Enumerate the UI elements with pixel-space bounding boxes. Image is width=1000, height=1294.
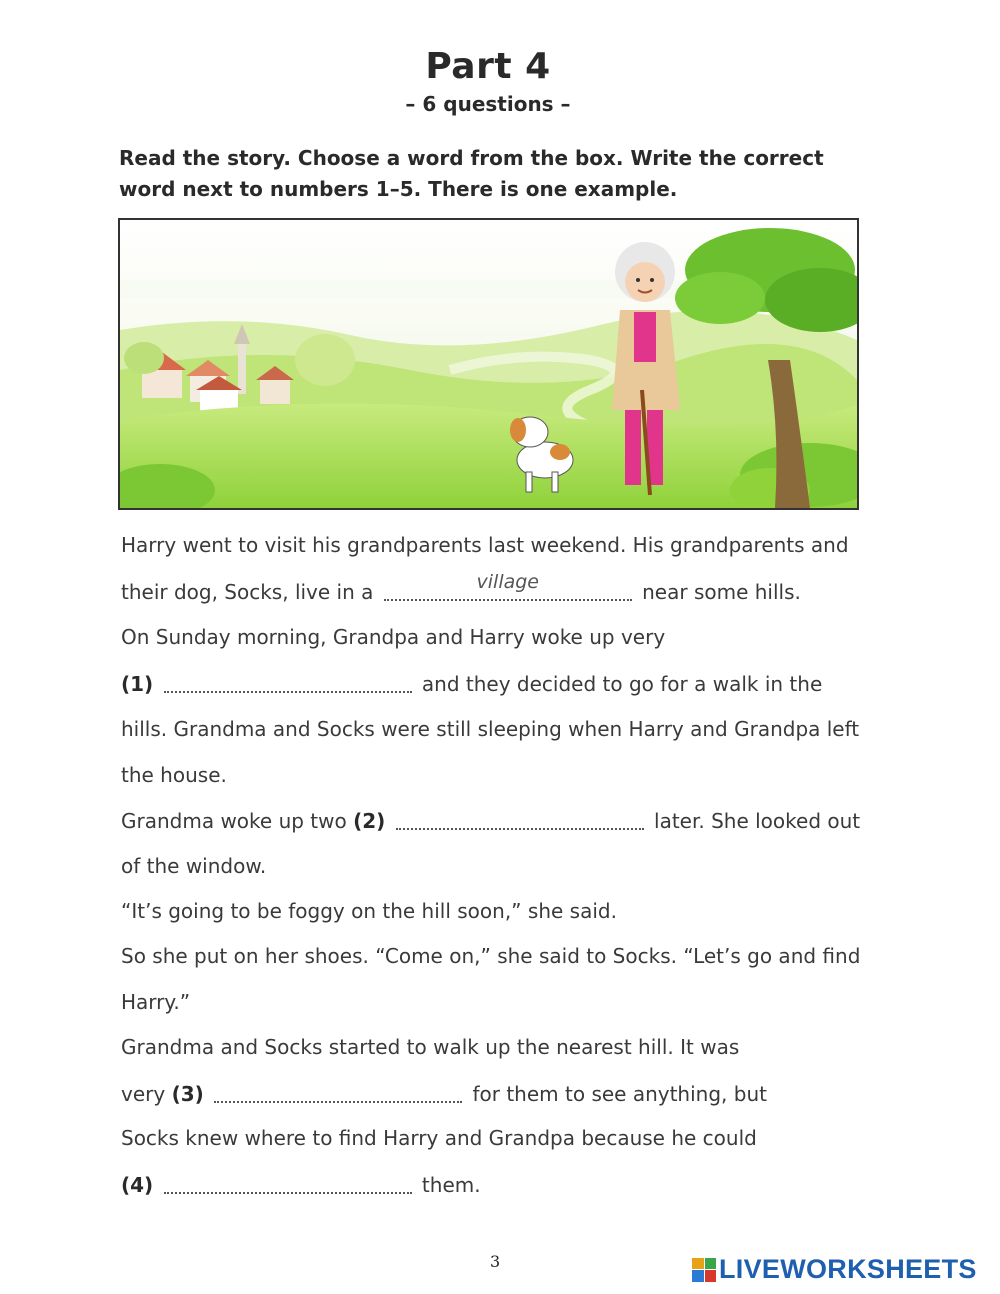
answer-blank-4 xyxy=(164,1172,412,1194)
story-line xyxy=(121,1126,757,1150)
story-text: Harry went to visit his grandparents last weekend. His grandparents and xyxy=(121,533,849,557)
page-number: 3 xyxy=(490,1252,501,1271)
liveworksheets-brand[interactable] xyxy=(692,1254,977,1285)
question-number-2: (2) xyxy=(353,809,386,833)
answer-blank-2 xyxy=(396,808,644,830)
story-line xyxy=(121,763,227,787)
story-line xyxy=(121,717,859,741)
story-line xyxy=(121,1172,481,1197)
instructions-line-1: Read the story. Choose a word from the box. Write the correct xyxy=(119,146,824,170)
answer-input-4[interactable] xyxy=(164,1166,412,1192)
story-text: them. xyxy=(421,1173,481,1197)
story-text: and they decided to go for a walk in the xyxy=(421,672,823,696)
story-line xyxy=(121,899,617,923)
countryside-scene-grandma-dog-icon xyxy=(120,220,857,508)
story-line xyxy=(121,1081,767,1106)
answer-blank-3 xyxy=(214,1081,462,1103)
story-text: later. She looked out xyxy=(654,809,861,833)
question-number-4: (4) xyxy=(121,1173,154,1197)
instructions xyxy=(119,143,879,205)
liveworksheets-logo-icon xyxy=(692,1258,716,1282)
story-text: So she put on her shoes. “Come on,” she said to Socks. “Let’s go and find xyxy=(121,944,861,968)
story-text: hills. Grandma and Socks were still sleeping when Harry and Grandpa left xyxy=(121,717,860,741)
answer-input-2[interactable] xyxy=(396,802,644,828)
story-text: of the window. xyxy=(121,854,267,878)
story-line xyxy=(121,944,860,968)
story-line xyxy=(121,854,266,878)
story-text: the house. xyxy=(121,763,227,787)
story-line xyxy=(121,808,860,833)
story-text: Grandma woke up two xyxy=(121,809,347,833)
story-line xyxy=(121,671,822,696)
question-number-1: (1) xyxy=(121,672,154,696)
brand-text: LIVEWORKSHEETS xyxy=(719,1254,977,1284)
story-text: their dog, Socks, live in a xyxy=(121,580,374,604)
story-illustration xyxy=(118,218,859,510)
story-text: On Sunday morning, Grandpa and Harry woke up very xyxy=(121,625,666,649)
answer-input-1[interactable] xyxy=(164,665,412,691)
story-text: Grandma and Socks started to walk up the nearest hill. It was xyxy=(121,1035,740,1059)
example-blank xyxy=(384,571,632,601)
answer-input-3[interactable] xyxy=(214,1075,462,1101)
instructions-line-2: word next to numbers 1–5. There is one example. xyxy=(119,177,678,201)
story-text: Socks knew where to find Harry and Grandpa because he could xyxy=(121,1126,757,1150)
story-line xyxy=(121,1035,739,1059)
question-number-3: (3) xyxy=(171,1082,204,1106)
example-answer: village xyxy=(476,571,539,593)
story-text: “It’s going to be foggy on the hill soon,” she said. xyxy=(121,899,617,923)
story-line xyxy=(121,625,665,649)
story-line xyxy=(121,533,849,557)
page-title: Part 4 xyxy=(425,46,551,87)
story-line xyxy=(121,571,801,604)
answer-blank-1 xyxy=(164,671,412,693)
story-text: for them to see anything, but xyxy=(472,1082,767,1106)
story-line xyxy=(121,990,190,1014)
story-text: very xyxy=(121,1082,166,1106)
story-text: Harry.” xyxy=(121,990,191,1014)
story-text: near some hills. xyxy=(642,580,801,604)
page-subtitle: – 6 questions – xyxy=(405,92,571,116)
